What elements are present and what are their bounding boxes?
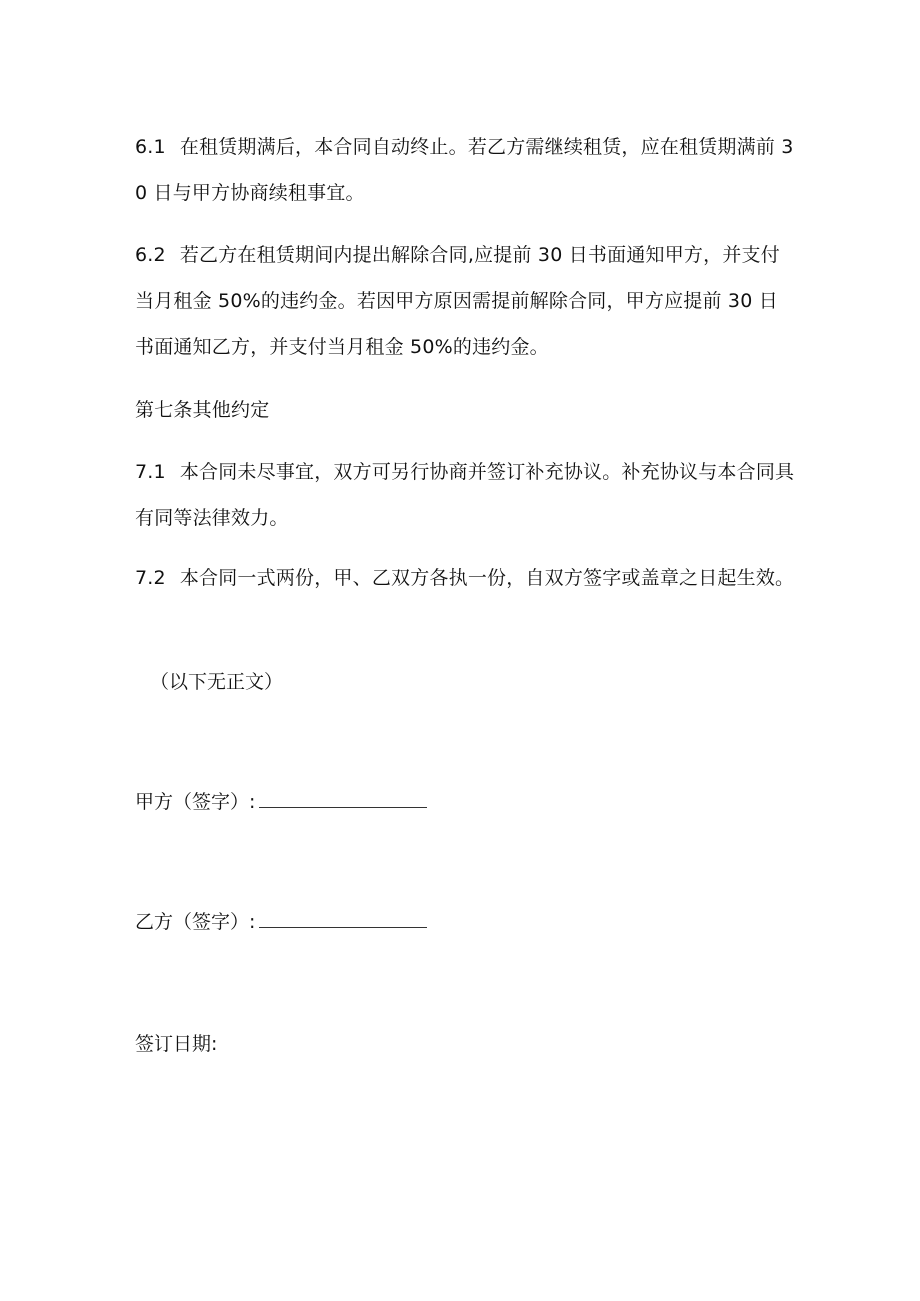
clause-7-1 [135, 449, 795, 541]
clause-number: 6.1 [135, 136, 166, 158]
party-a-label: 甲方（签字）: [135, 791, 256, 813]
clause-7-2 [135, 555, 795, 601]
clause-number: 7.1 [135, 461, 166, 483]
section-heading: 第七条其他约定 [135, 399, 270, 421]
end-note: （以下无正文） [150, 671, 284, 693]
clause-6-1 [135, 124, 795, 216]
party-a-signature [135, 779, 427, 825]
party-a-signature-blank [259, 789, 427, 808]
signing-date [135, 1021, 217, 1067]
clause-text: 本合同一式两份，甲、乙双方各执一份，自双方签字或盖章之日起生效。 [179, 567, 795, 589]
party-b-signature-blank [259, 909, 427, 928]
clause-text: 若乙方在租赁期间内提出解除合同,应提前 30 日书面通知甲方，并支付当月租金 50%的违约金。若因甲方原因需提前解除合同，甲方应提前 30 日书面通知乙方，并支付当月租金 50%的违约金。 [135, 244, 780, 358]
clause-text: 在租赁期满后，本合同自动终止。若乙方需继续租赁，应在租赁期满前 30 日与甲方协商续租事宜。 [135, 136, 794, 204]
party-b-label: 乙方（签字）: [135, 911, 256, 933]
signing-date-label: 签订日期: [135, 1033, 218, 1055]
clause-6-2 [135, 232, 795, 370]
clause-text: 本合同未尽事宜，双方可另行协商并签订补充协议。补充协议与本合同具有同等法律效力。 [135, 461, 795, 529]
clause-number: 7.2 [135, 567, 166, 589]
party-b-signature [135, 899, 427, 945]
clause-number: 6.2 [135, 244, 166, 266]
